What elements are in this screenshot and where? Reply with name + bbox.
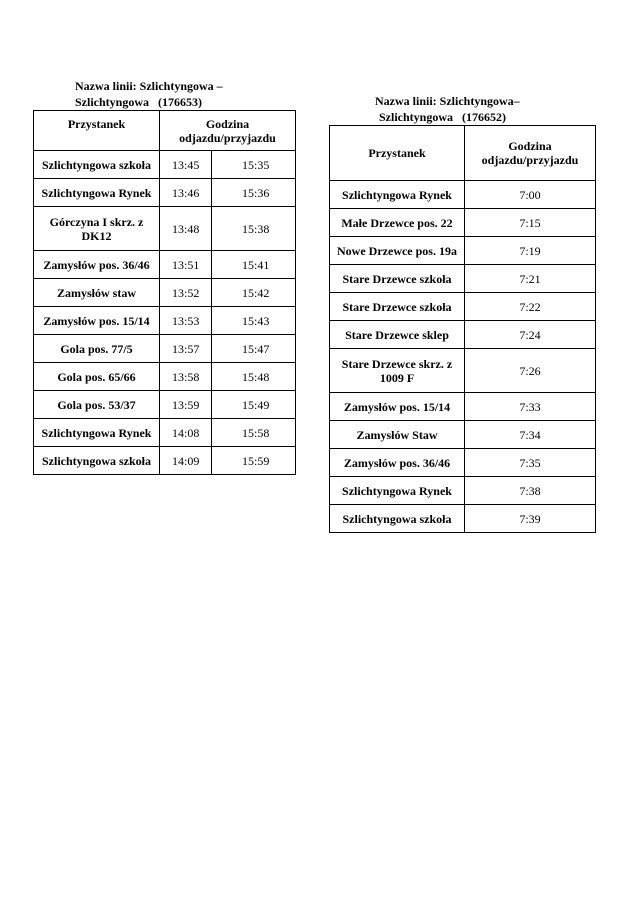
right-title-line2: Szlichtyngowa (176652)	[379, 110, 506, 124]
stop-name: Gola pos. 53/37	[34, 391, 160, 419]
table-row	[330, 349, 596, 393]
time-first: 13:46	[160, 179, 212, 207]
table-row	[34, 279, 296, 307]
stop-name: Zamysłów pos. 36/46	[330, 449, 465, 477]
time-first: 13:53	[160, 307, 212, 335]
table-row	[34, 251, 296, 279]
table-row	[34, 207, 296, 251]
right-header-time: Godzina odjazdu/przyjazdu	[465, 126, 596, 181]
stop-name: Małe Drzewce pos. 22	[330, 209, 465, 237]
left-table-header	[34, 111, 296, 151]
stop-name: Zamysłów staw	[34, 279, 160, 307]
table-row	[330, 293, 596, 321]
left-table	[33, 110, 296, 475]
table-row	[34, 419, 296, 447]
time-second: 15:47	[212, 335, 296, 363]
stop-name: Szlichtyngowa Rynek	[330, 181, 465, 209]
stop-name: Stare Drzewce szkoła	[330, 293, 465, 321]
table-row	[330, 209, 596, 237]
time-first: 13:59	[160, 391, 212, 419]
table-row	[34, 335, 296, 363]
time-value: 7:34	[465, 421, 596, 449]
stop-name: Zamysłów pos. 36/46	[34, 251, 160, 279]
table-row	[330, 265, 596, 293]
table-row	[330, 181, 596, 209]
table-row	[330, 505, 596, 533]
stop-name: Stare Drzewce sklep	[330, 321, 465, 349]
stop-name: Zamysłów pos. 15/14	[34, 307, 160, 335]
stop-name: Szlichtyngowa szkoła	[34, 447, 160, 475]
table-row	[330, 321, 596, 349]
stop-name: Szlichtyngowa Rynek	[34, 179, 160, 207]
time-second: 15:59	[212, 447, 296, 475]
stop-name: Szlichtyngowa szkoła	[34, 151, 160, 179]
table-row	[330, 421, 596, 449]
stop-name: Zamysłów pos. 15/14	[330, 393, 465, 421]
stop-name: Szlichtyngowa Rynek	[34, 419, 160, 447]
time-second: 15:41	[212, 251, 296, 279]
table-row	[34, 447, 296, 475]
time-value: 7:38	[465, 477, 596, 505]
table-row	[34, 307, 296, 335]
table-row	[330, 449, 596, 477]
time-value: 7:21	[465, 265, 596, 293]
time-second: 15:36	[212, 179, 296, 207]
time-first: 13:48	[160, 207, 212, 251]
table-row	[330, 477, 596, 505]
table-row	[330, 393, 596, 421]
stop-name: Górczyna I skrz. z DK12	[34, 207, 160, 251]
time-value: 7:24	[465, 321, 596, 349]
time-first: 13:58	[160, 363, 212, 391]
left-header-stop: Przystanek	[34, 111, 160, 151]
time-value: 7:26	[465, 349, 596, 393]
stop-name: Gola pos. 77/5	[34, 335, 160, 363]
time-second: 15:42	[212, 279, 296, 307]
table-row	[34, 179, 296, 207]
time-second: 15:58	[212, 419, 296, 447]
time-second: 15:48	[212, 363, 296, 391]
time-value: 7:00	[465, 181, 596, 209]
left-title-line2: Szlichtyngowa (176653)	[75, 95, 202, 109]
time-value: 7:39	[465, 505, 596, 533]
time-first: 14:09	[160, 447, 212, 475]
time-second: 15:49	[212, 391, 296, 419]
right-table-header	[330, 126, 596, 181]
stop-name: Szlichtyngowa szkoła	[330, 505, 465, 533]
right-timetable	[329, 93, 596, 533]
stop-name: Stare Drzewce skrz. z 1009 F	[330, 349, 465, 393]
time-second: 15:38	[212, 207, 296, 251]
left-header-time: Godzina odjazdu/przyjazdu	[160, 111, 296, 151]
time-first: 14:08	[160, 419, 212, 447]
time-value: 7:22	[465, 293, 596, 321]
time-second: 15:35	[212, 151, 296, 179]
left-timetable	[33, 78, 296, 475]
table-row	[34, 391, 296, 419]
time-value: 7:15	[465, 209, 596, 237]
time-value: 7:35	[465, 449, 596, 477]
time-first: 13:57	[160, 335, 212, 363]
stop-name: Stare Drzewce szkoła	[330, 265, 465, 293]
table-row	[330, 237, 596, 265]
table-row	[34, 363, 296, 391]
time-value: 7:33	[465, 393, 596, 421]
right-header-stop: Przystanek	[330, 126, 465, 181]
time-first: 13:51	[160, 251, 212, 279]
stop-name: Szlichtyngowa Rynek	[330, 477, 465, 505]
time-value: 7:19	[465, 237, 596, 265]
time-first: 13:45	[160, 151, 212, 179]
stop-name: Zamysłów Staw	[330, 421, 465, 449]
time-first: 13:52	[160, 279, 212, 307]
stop-name: Nowe Drzewce pos. 19a	[330, 237, 465, 265]
time-second: 15:43	[212, 307, 296, 335]
table-row	[34, 151, 296, 179]
right-table	[329, 125, 596, 533]
right-title-line1: Nazwa linii: Szlichtyngowa–	[375, 94, 520, 108]
stop-name: Gola pos. 65/66	[34, 363, 160, 391]
left-title-line1: Nazwa linii: Szlichtyngowa –	[75, 79, 223, 93]
